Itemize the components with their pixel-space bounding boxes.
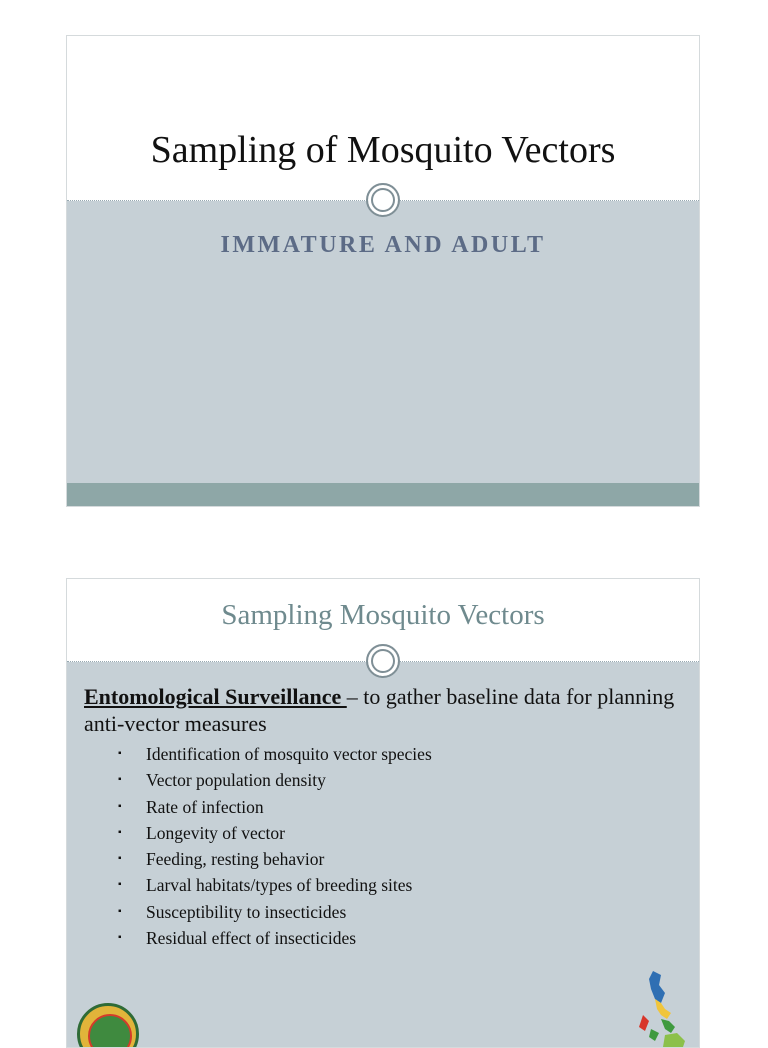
lead-paragraph — [84, 683, 689, 737]
slide-header — [67, 36, 699, 201]
title-slide — [66, 35, 700, 507]
list-item — [117, 820, 432, 846]
list-item-text: Longevity of vector — [146, 822, 285, 843]
bullet-icon: ▪ — [118, 774, 122, 786]
list-item-text: Vector population density — [146, 770, 326, 791]
list-item — [117, 741, 432, 767]
bullet-icon: ▪ — [118, 748, 122, 759]
list-item-text: Susceptibility to insecticides — [146, 901, 347, 922]
bullet-icon: ▪ — [118, 826, 122, 838]
list-item-text: Larval habitats/types of breeding sites — [146, 875, 413, 896]
list-item — [117, 899, 432, 925]
philippines-map-icon — [631, 969, 691, 1048]
slide-title: Sampling Mosquito Vectors — [221, 599, 545, 631]
bullet-icon: ▪ — [118, 905, 122, 917]
list-item-text: Rate of infection — [146, 796, 264, 817]
bullet-icon: ▪ — [118, 879, 122, 891]
lead-term: Entomological Surveillance — [84, 684, 347, 709]
bullet-icon: ▪ — [118, 932, 122, 944]
list-item — [117, 846, 432, 872]
content-slide — [66, 578, 700, 1048]
list-item-text: Residual effect of insecticides — [146, 928, 357, 949]
list-item — [117, 794, 432, 820]
list-item-text: Feeding, resting behavior — [146, 849, 325, 870]
ring-ornament-icon — [366, 644, 400, 678]
list-item — [117, 767, 432, 793]
list-item — [117, 925, 432, 951]
slide-footer-bar — [67, 483, 699, 506]
seal-logo-icon — [77, 1003, 139, 1048]
bullet-icon: ▪ — [118, 853, 122, 865]
ring-ornament-icon — [366, 183, 400, 217]
slide-subtitle: IMMATURE AND ADULT — [220, 232, 546, 258]
slide-title: Sampling of Mosquito Vectors — [150, 129, 616, 171]
bullet-list — [117, 741, 432, 951]
list-item — [117, 872, 432, 898]
list-item-text: Identification of mosquito vector species — [146, 744, 432, 764]
bullet-icon: ▪ — [118, 800, 122, 812]
lead-text: – to gather baseline data for planning anti-vector measures — [84, 684, 675, 736]
